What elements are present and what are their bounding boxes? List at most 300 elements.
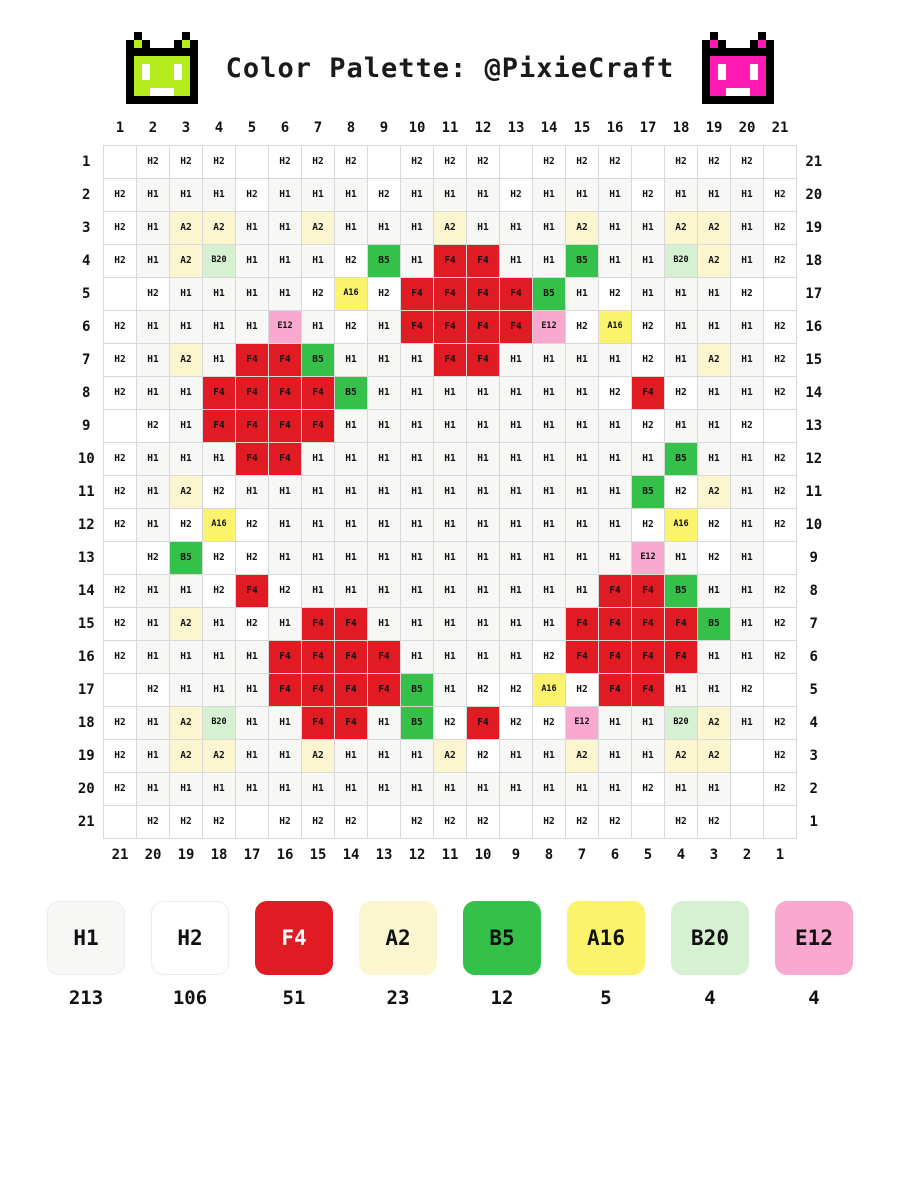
grid-cell[interactable]: [764, 145, 797, 178]
grid-cell[interactable]: [764, 475, 797, 508]
grid-cell[interactable]: [368, 508, 401, 541]
grid-cell[interactable]: [368, 607, 401, 640]
grid-cell[interactable]: [236, 442, 269, 475]
grid-cell[interactable]: [500, 706, 533, 739]
grid-cell[interactable]: [500, 805, 533, 838]
grid-cell[interactable]: [467, 409, 500, 442]
grid-cell[interactable]: [698, 805, 731, 838]
grid-cell[interactable]: [368, 772, 401, 805]
grid-cell[interactable]: [731, 145, 764, 178]
grid-cell[interactable]: [401, 772, 434, 805]
grid-cell[interactable]: [665, 640, 698, 673]
grid-cell[interactable]: [533, 244, 566, 277]
grid-cell[interactable]: [698, 607, 731, 640]
grid-cell[interactable]: [467, 574, 500, 607]
grid-cell[interactable]: [500, 145, 533, 178]
grid-cell[interactable]: [137, 211, 170, 244]
grid-cell[interactable]: [302, 640, 335, 673]
legend-item[interactable]: [149, 901, 231, 1009]
grid-cell[interactable]: [236, 475, 269, 508]
grid-cell[interactable]: [170, 409, 203, 442]
grid-cell[interactable]: [632, 772, 665, 805]
grid-cell[interactable]: [764, 574, 797, 607]
grid-cell[interactable]: [203, 376, 236, 409]
grid-cell[interactable]: [302, 277, 335, 310]
grid-cell[interactable]: [500, 640, 533, 673]
grid-cell[interactable]: [368, 475, 401, 508]
grid-cell[interactable]: [203, 772, 236, 805]
grid-cell[interactable]: [104, 772, 137, 805]
grid-cell[interactable]: [599, 541, 632, 574]
grid-cell[interactable]: [434, 145, 467, 178]
grid-cell[interactable]: [236, 805, 269, 838]
grid-cell[interactable]: [467, 673, 500, 706]
grid-cell[interactable]: [137, 442, 170, 475]
legend-item[interactable]: [357, 901, 439, 1009]
grid-cell[interactable]: [599, 442, 632, 475]
grid-cell[interactable]: [170, 343, 203, 376]
grid-cell[interactable]: [104, 343, 137, 376]
grid-cell[interactable]: [764, 805, 797, 838]
grid-cell[interactable]: [203, 475, 236, 508]
grid-cell[interactable]: [368, 277, 401, 310]
grid-cell[interactable]: [566, 343, 599, 376]
grid-cell[interactable]: [665, 277, 698, 310]
grid-cell[interactable]: [104, 739, 137, 772]
grid-cell[interactable]: [665, 772, 698, 805]
grid-cell[interactable]: [665, 541, 698, 574]
grid-cell[interactable]: [665, 805, 698, 838]
grid-cell[interactable]: [434, 409, 467, 442]
grid-cell[interactable]: [302, 310, 335, 343]
grid-cell[interactable]: [335, 277, 368, 310]
grid-cell[interactable]: [368, 310, 401, 343]
grid-cell[interactable]: [335, 376, 368, 409]
grid-cell[interactable]: [302, 343, 335, 376]
grid-cell[interactable]: [566, 145, 599, 178]
grid-cell[interactable]: [566, 277, 599, 310]
grid-cell[interactable]: [170, 244, 203, 277]
grid-cell[interactable]: [269, 508, 302, 541]
grid-cell[interactable]: [533, 772, 566, 805]
grid-cell[interactable]: [170, 178, 203, 211]
grid-cell[interactable]: [467, 508, 500, 541]
grid-cell[interactable]: [599, 145, 632, 178]
grid-cell[interactable]: [665, 508, 698, 541]
grid-cell[interactable]: [632, 376, 665, 409]
grid-cell[interactable]: [566, 178, 599, 211]
grid-cell[interactable]: [269, 376, 302, 409]
grid-cell[interactable]: [401, 706, 434, 739]
grid-cell[interactable]: [566, 739, 599, 772]
grid-cell[interactable]: [137, 244, 170, 277]
grid-cell[interactable]: [764, 706, 797, 739]
grid-cell[interactable]: [401, 376, 434, 409]
grid-cell[interactable]: [632, 706, 665, 739]
grid-cell[interactable]: [599, 640, 632, 673]
grid-cell[interactable]: [599, 310, 632, 343]
grid-cell[interactable]: [269, 805, 302, 838]
grid-cell[interactable]: [434, 739, 467, 772]
grid-cell[interactable]: [599, 574, 632, 607]
grid-cell[interactable]: [731, 178, 764, 211]
grid-cell[interactable]: [434, 343, 467, 376]
grid-cell[interactable]: [104, 376, 137, 409]
grid-cell[interactable]: [170, 541, 203, 574]
grid-cell[interactable]: [104, 442, 137, 475]
grid-cell[interactable]: [698, 376, 731, 409]
grid-cell[interactable]: [137, 145, 170, 178]
grid-cell[interactable]: [467, 343, 500, 376]
grid-cell[interactable]: [368, 541, 401, 574]
grid-cell[interactable]: [137, 376, 170, 409]
grid-cell[interactable]: [698, 739, 731, 772]
grid-cell[interactable]: [467, 277, 500, 310]
grid-cell[interactable]: [335, 442, 368, 475]
grid-cell[interactable]: [731, 541, 764, 574]
grid-cell[interactable]: [368, 442, 401, 475]
grid-cell[interactable]: [698, 277, 731, 310]
grid-cell[interactable]: [335, 508, 368, 541]
grid-cell[interactable]: [434, 376, 467, 409]
grid-cell[interactable]: [170, 442, 203, 475]
grid-cell[interactable]: [434, 277, 467, 310]
grid-cell[interactable]: [434, 574, 467, 607]
grid-cell[interactable]: [500, 541, 533, 574]
grid-cell[interactable]: [632, 574, 665, 607]
grid-cell[interactable]: [368, 343, 401, 376]
grid-cell[interactable]: [500, 607, 533, 640]
grid-cell[interactable]: [401, 475, 434, 508]
grid-cell[interactable]: [269, 178, 302, 211]
grid-cell[interactable]: [566, 640, 599, 673]
grid-cell[interactable]: [104, 805, 137, 838]
grid-cell[interactable]: [401, 310, 434, 343]
grid-cell[interactable]: [434, 310, 467, 343]
grid-cell[interactable]: [665, 475, 698, 508]
grid-cell[interactable]: [467, 442, 500, 475]
grid-cell[interactable]: [236, 145, 269, 178]
grid-cell[interactable]: [632, 475, 665, 508]
grid-cell[interactable]: [665, 178, 698, 211]
grid-cell[interactable]: [434, 244, 467, 277]
grid-cell[interactable]: [764, 277, 797, 310]
grid-cell[interactable]: [269, 739, 302, 772]
grid-cell[interactable]: [335, 574, 368, 607]
grid-cell[interactable]: [665, 442, 698, 475]
grid-cell[interactable]: [599, 178, 632, 211]
grid-cell[interactable]: [335, 343, 368, 376]
grid-cell[interactable]: [632, 244, 665, 277]
grid-cell[interactable]: [269, 244, 302, 277]
grid-cell[interactable]: [731, 805, 764, 838]
grid-cell[interactable]: [302, 541, 335, 574]
grid-cell[interactable]: [302, 739, 335, 772]
grid-cell[interactable]: [335, 706, 368, 739]
grid-cell[interactable]: [632, 343, 665, 376]
grid-cell[interactable]: [467, 310, 500, 343]
grid-cell[interactable]: [236, 409, 269, 442]
grid-cell[interactable]: [170, 805, 203, 838]
grid-cell[interactable]: [533, 211, 566, 244]
grid-cell[interactable]: [236, 541, 269, 574]
grid-cell[interactable]: [566, 772, 599, 805]
grid-cell[interactable]: [269, 310, 302, 343]
grid-cell[interactable]: [500, 442, 533, 475]
grid-cell[interactable]: [401, 178, 434, 211]
grid-cell[interactable]: [401, 442, 434, 475]
grid-cell[interactable]: [764, 442, 797, 475]
grid-cell[interactable]: [137, 178, 170, 211]
grid-cell[interactable]: [533, 145, 566, 178]
grid-cell[interactable]: [665, 145, 698, 178]
grid-cell[interactable]: [104, 673, 137, 706]
grid-cell[interactable]: [731, 211, 764, 244]
grid-cell[interactable]: [467, 640, 500, 673]
grid-cell[interactable]: [467, 706, 500, 739]
grid-cell[interactable]: [269, 277, 302, 310]
grid-cell[interactable]: [203, 244, 236, 277]
grid-cell[interactable]: [665, 211, 698, 244]
grid-cell[interactable]: [533, 739, 566, 772]
grid-cell[interactable]: [665, 343, 698, 376]
grid-cell[interactable]: [302, 607, 335, 640]
grid-cell[interactable]: [203, 508, 236, 541]
grid-cell[interactable]: [137, 541, 170, 574]
grid-cell[interactable]: [401, 508, 434, 541]
grid-cell[interactable]: [434, 607, 467, 640]
grid-cell[interactable]: [599, 607, 632, 640]
grid-cell[interactable]: [731, 310, 764, 343]
grid-cell[interactable]: [203, 310, 236, 343]
grid-cell[interactable]: [731, 739, 764, 772]
grid-cell[interactable]: [467, 739, 500, 772]
grid-cell[interactable]: [599, 673, 632, 706]
grid-cell[interactable]: [269, 541, 302, 574]
grid-cell[interactable]: [731, 442, 764, 475]
grid-cell[interactable]: [533, 508, 566, 541]
grid-cell[interactable]: [764, 541, 797, 574]
grid-cell[interactable]: [170, 475, 203, 508]
grid-cell[interactable]: [500, 211, 533, 244]
grid-cell[interactable]: [632, 211, 665, 244]
grid-cell[interactable]: [401, 805, 434, 838]
grid-cell[interactable]: [137, 574, 170, 607]
grid-cell[interactable]: [764, 310, 797, 343]
grid-cell[interactable]: [632, 805, 665, 838]
grid-cell[interactable]: [731, 244, 764, 277]
grid-cell[interactable]: [764, 739, 797, 772]
grid-cell[interactable]: [104, 145, 137, 178]
grid-cell[interactable]: [434, 475, 467, 508]
grid-cell[interactable]: [401, 277, 434, 310]
grid-cell[interactable]: [401, 574, 434, 607]
grid-cell[interactable]: [104, 475, 137, 508]
grid-cell[interactable]: [467, 211, 500, 244]
pattern-grid[interactable]: [70, 112, 831, 871]
grid-cell[interactable]: [500, 244, 533, 277]
grid-cell[interactable]: [170, 211, 203, 244]
grid-cell[interactable]: [665, 244, 698, 277]
grid-cell[interactable]: [500, 673, 533, 706]
grid-cell[interactable]: [599, 772, 632, 805]
grid-cell[interactable]: [731, 607, 764, 640]
grid-cell[interactable]: [203, 805, 236, 838]
grid-cell[interactable]: [170, 145, 203, 178]
grid-cell[interactable]: [368, 706, 401, 739]
grid-cell[interactable]: [137, 475, 170, 508]
grid-cell[interactable]: [269, 574, 302, 607]
grid-cell[interactable]: [665, 673, 698, 706]
grid-cell[interactable]: [698, 178, 731, 211]
grid-cell[interactable]: [665, 607, 698, 640]
grid-cell[interactable]: [434, 541, 467, 574]
grid-cell[interactable]: [467, 772, 500, 805]
grid-cell[interactable]: [401, 145, 434, 178]
grid-cell[interactable]: [467, 376, 500, 409]
grid-cell[interactable]: [302, 409, 335, 442]
grid-cell[interactable]: [434, 706, 467, 739]
grid-cell[interactable]: [236, 178, 269, 211]
grid-cell[interactable]: [434, 805, 467, 838]
grid-cell[interactable]: [302, 772, 335, 805]
grid-cell[interactable]: [632, 607, 665, 640]
grid-cell[interactable]: [533, 541, 566, 574]
grid-cell[interactable]: [236, 772, 269, 805]
grid-cell[interactable]: [170, 574, 203, 607]
grid-cell[interactable]: [698, 772, 731, 805]
grid-cell[interactable]: [764, 211, 797, 244]
grid-cell[interactable]: [434, 211, 467, 244]
grid-cell[interactable]: [533, 277, 566, 310]
grid-cell[interactable]: [500, 409, 533, 442]
grid-cell[interactable]: [269, 706, 302, 739]
grid-cell[interactable]: [104, 178, 137, 211]
grid-cell[interactable]: [632, 178, 665, 211]
grid-cell[interactable]: [137, 640, 170, 673]
grid-cell[interactable]: [302, 508, 335, 541]
grid-cell[interactable]: [434, 772, 467, 805]
grid-cell[interactable]: [170, 310, 203, 343]
grid-cell[interactable]: [203, 607, 236, 640]
grid-cell[interactable]: [764, 409, 797, 442]
grid-cell[interactable]: [665, 409, 698, 442]
legend-item[interactable]: [565, 901, 647, 1009]
grid-cell[interactable]: [170, 706, 203, 739]
grid-cell[interactable]: [731, 277, 764, 310]
grid-cell[interactable]: [137, 706, 170, 739]
grid-cell[interactable]: [335, 772, 368, 805]
grid-cell[interactable]: [236, 244, 269, 277]
grid-cell[interactable]: [500, 343, 533, 376]
grid-cell[interactable]: [764, 673, 797, 706]
grid-cell[interactable]: [632, 673, 665, 706]
grid-cell[interactable]: [467, 178, 500, 211]
grid-cell[interactable]: [599, 706, 632, 739]
grid-cell[interactable]: [533, 343, 566, 376]
grid-cell[interactable]: [137, 607, 170, 640]
grid-cell[interactable]: [665, 574, 698, 607]
grid-cell[interactable]: [467, 475, 500, 508]
grid-cell[interactable]: [632, 277, 665, 310]
grid-cell[interactable]: [632, 640, 665, 673]
grid-cell[interactable]: [302, 178, 335, 211]
grid-cell[interactable]: [137, 739, 170, 772]
grid-cell[interactable]: [203, 673, 236, 706]
grid-cell[interactable]: [632, 541, 665, 574]
grid-cell[interactable]: [731, 508, 764, 541]
grid-cell[interactable]: [236, 739, 269, 772]
grid-cell[interactable]: [500, 310, 533, 343]
grid-cell[interactable]: [764, 178, 797, 211]
grid-cell[interactable]: [104, 640, 137, 673]
grid-cell[interactable]: [368, 673, 401, 706]
grid-cell[interactable]: [632, 310, 665, 343]
grid-cell[interactable]: [203, 640, 236, 673]
grid-cell[interactable]: [698, 145, 731, 178]
grid-cell[interactable]: [401, 739, 434, 772]
grid-cell[interactable]: [566, 673, 599, 706]
grid-cell[interactable]: [467, 607, 500, 640]
grid-cell[interactable]: [137, 343, 170, 376]
grid-cell[interactable]: [236, 640, 269, 673]
grid-cell[interactable]: [566, 541, 599, 574]
grid-cell[interactable]: [500, 574, 533, 607]
grid-cell[interactable]: [302, 574, 335, 607]
grid-cell[interactable]: [434, 673, 467, 706]
grid-cell[interactable]: [632, 739, 665, 772]
grid-cell[interactable]: [104, 211, 137, 244]
grid-cell[interactable]: [467, 244, 500, 277]
grid-cell[interactable]: [203, 343, 236, 376]
grid-cell[interactable]: [599, 244, 632, 277]
grid-cell[interactable]: [632, 145, 665, 178]
grid-cell[interactable]: [368, 211, 401, 244]
grid-cell[interactable]: [566, 805, 599, 838]
grid-cell[interactable]: [170, 772, 203, 805]
grid-cell[interactable]: [533, 475, 566, 508]
grid-cell[interactable]: [203, 277, 236, 310]
legend-item[interactable]: [773, 901, 855, 1009]
grid-cell[interactable]: [335, 409, 368, 442]
grid-cell[interactable]: [698, 310, 731, 343]
grid-cell[interactable]: [137, 409, 170, 442]
grid-cell[interactable]: [599, 211, 632, 244]
grid-cell[interactable]: [533, 409, 566, 442]
grid-cell[interactable]: [533, 310, 566, 343]
grid-cell[interactable]: [533, 178, 566, 211]
grid-cell[interactable]: [533, 640, 566, 673]
grid-cell[interactable]: [566, 475, 599, 508]
grid-cell[interactable]: [236, 211, 269, 244]
grid-cell[interactable]: [500, 376, 533, 409]
grid-cell[interactable]: [731, 706, 764, 739]
grid-cell[interactable]: [533, 673, 566, 706]
grid-cell[interactable]: [335, 475, 368, 508]
grid-cell[interactable]: [467, 541, 500, 574]
grid-cell[interactable]: [665, 310, 698, 343]
grid-cell[interactable]: [104, 409, 137, 442]
grid-cell[interactable]: [764, 343, 797, 376]
grid-cell[interactable]: [764, 244, 797, 277]
grid-cell[interactable]: [698, 508, 731, 541]
grid-cell[interactable]: [335, 178, 368, 211]
grid-cell[interactable]: [401, 607, 434, 640]
grid-cell[interactable]: [599, 739, 632, 772]
grid-cell[interactable]: [368, 145, 401, 178]
grid-cell[interactable]: [500, 772, 533, 805]
grid-cell[interactable]: [368, 178, 401, 211]
